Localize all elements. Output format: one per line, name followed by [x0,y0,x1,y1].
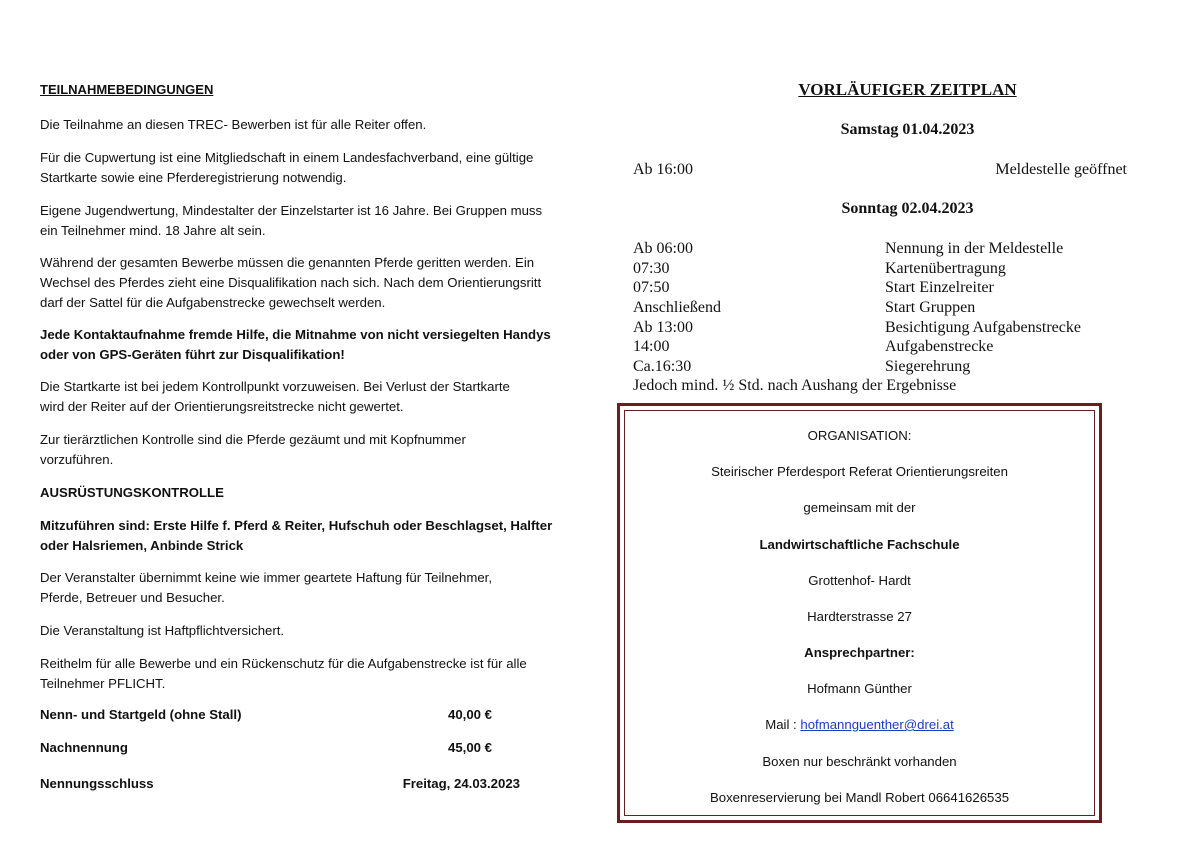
mail-label: Mail : [765,717,801,732]
contact-name: Hofmann Günther [807,681,912,696]
schedule-title: VORLÄUFIGER ZEITPLAN [798,80,1017,99]
paragraph-liability: Der Veranstalter übernimmt keine wie immer geartete Haftung für Teilnehmer, Pferde, Betreuer und Besucher. [40,570,492,605]
schedule-desc: Aufgabenstrecke [885,338,994,355]
section-heading-equipment: AUSRÜSTUNGSKONTROLLE [40,485,224,500]
paragraph-required-items: Mitzuführen sind: Erste Hilfe f. Pferd & Reiter, Hufschuh oder Beschlagset, Halfter oder Halsriemen, Anbinde Strick [40,518,553,553]
paragraph-start-card: Die Startkarte ist bei jedem Kontrollpunkt vorzuweisen. Bei Verlust der Startkarte wird der Reiter auf der Orientierungsreitstrecke nicht gewertet. [40,379,510,414]
schedule-time: Ab 13:00 [633,319,693,336]
schedule-time: Ab 06:00 [633,240,693,257]
fee-label: Nachnennung [40,740,128,755]
organisation-association: Steirischer Pferdesport Referat Orientierungsreiten [711,464,1008,479]
fee-label: Nennungsschluss [40,776,154,791]
paragraph-insurance: Die Veranstaltung ist Haftpflichtversichert. [40,623,285,638]
day-title-sunday: Sonntag 02.04.2023 [841,200,974,217]
organisation-school: Landwirtschaftliche Fachschule [759,537,960,552]
schedule-desc: Kartenübertragung [885,260,1006,277]
organisation-location: Grottenhof- Hardt [808,573,911,588]
schedule-time: Anschließend [633,299,721,316]
organisation-box [617,403,1102,823]
fee-value: Freitag, 24.03.2023 [402,776,520,791]
mail-link[interactable]: hofmannguenther@drei.at [800,717,954,732]
schedule-time: 07:30 [633,260,670,277]
schedule-desc: Meldestelle geöffnet [995,161,1127,178]
schedule-desc: Start Gruppen [885,299,976,316]
fee-label: Nenn- und Startgeld (ohne Stall) [40,707,242,722]
contact-mail [625,717,1094,732]
organisation-box-inner [624,410,1095,816]
fee-value: 45,00 € [448,740,492,755]
schedule-time: 07:50 [633,279,670,296]
fee-row [40,776,520,791]
schedule-desc: Nennung in der Meldestelle [885,240,1064,257]
paragraph-disqualification: Jede Kontaktaufnahme fremde Hilfe, die Mitnahme von nicht versiegelten Handys oder von GPS-Geräten führt zur Disqualifikation! [40,327,551,362]
paragraph-helmet: Reithelm für alle Bewerbe und ein Rückenschutz für die Aufgabenstrecke ist für alle Teilnehmer PFLICHT. [40,656,527,691]
organisation-heading: ORGANISATION: [807,428,912,443]
schedule-desc: Siegerehrung [885,358,971,375]
paragraph-cup-rating: Für die Cupwertung ist eine Mitgliedschaft in einem Landesfachverband, eine gültige Startkarte sowie eine Pferderegistrierung notwendig. [40,150,534,185]
schedule-desc: Start Einzelreiter [885,279,994,296]
paragraph-youth-rating: Eigene Jugendwertung, Mindestalter der Einzelstarter ist 16 Jahre. Bei Gruppen muss ein Teilnehmer mind. 18 Jahre alt sein. [40,203,543,238]
day-title-saturday: Samstag 01.04.2023 [840,121,975,138]
organisation-together-with: gemeinsam mit der [803,500,916,515]
organisation-address: Hardterstrasse 27 [807,609,912,624]
paragraph-vet-check: Zur tierärztlichen Kontrolle sind die Pferde gezäumt und mit Kopfnummer vorzuführen. [40,432,466,467]
paragraph-open-to-all: Die Teilnahme an diesen TREC- Bewerben ist für alle Reiter offen. [40,117,427,132]
schedule-time: Ca.16:30 [633,358,692,375]
fee-value: 40,00 € [448,707,492,722]
paragraph-horse-change: Während der gesamten Bewerbe müssen die genannten Pferde geritten werden. Ein Wechsel des Pferdes zieht eine Disqualifikation nach sich. Nach dem Orientierungsritt darf der Sattel für die Aufgabenstrecke gewechselt werden. [40,255,542,310]
fee-row [40,740,520,755]
section-heading-participation: TEILNAHMEBEDINGUNGEN [40,82,214,97]
box-reservation: Boxenreservierung bei Mandl Robert 06641626535 [709,790,1010,805]
schedule-desc: Besichtigung Aufgabenstrecke [885,319,1081,336]
fee-row [40,707,520,722]
boxes-note: Boxen nur beschränkt vorhanden [762,754,957,769]
contact-heading: Ansprechpartner: [804,645,915,660]
schedule-time: Ab 16:00 [633,161,693,178]
schedule-time: 14:00 [633,338,670,355]
